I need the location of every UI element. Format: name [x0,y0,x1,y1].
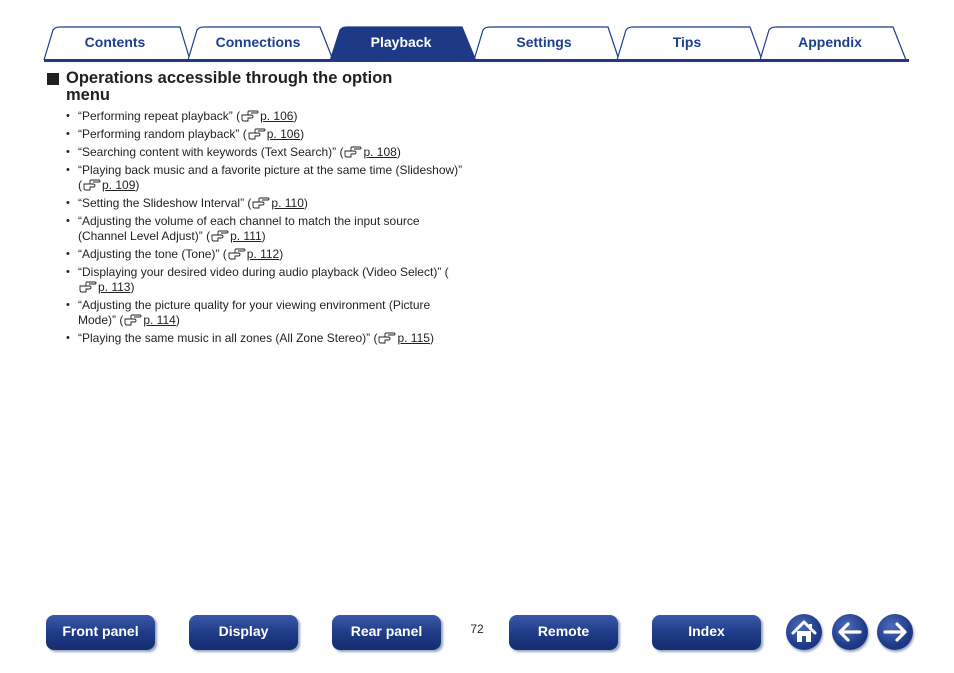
page-ref-link[interactable]: p. 115 [397,331,430,345]
item-text-end: ) [429,331,434,345]
tab-playback[interactable]: Playback [370,34,432,50]
list-item [66,247,466,262]
arrow-left-icon [832,614,868,650]
item-text-end: ) [303,196,308,210]
item-text: “Searching content with keywords (Text Search)” ( [78,145,344,159]
pointing-hand-icon [211,230,229,242]
pointing-hand-icon [248,128,266,140]
pointing-hand-icon [252,197,270,209]
item-text-end: ) [279,247,284,261]
pointing-hand-icon [378,332,396,344]
tab-settings[interactable]: Settings [516,34,572,50]
item-text-end: ) [130,280,135,294]
bullet: • [66,215,70,227]
list-item [66,265,466,295]
tab-tips[interactable]: Tips [672,34,702,50]
page-ref-link[interactable]: p. 106 [260,109,294,123]
item-text: “Adjusting the tone (Tone)” ( [78,247,227,261]
list-item [66,145,466,160]
page-ref-link[interactable]: p. 114 [143,313,176,327]
page-ref-link[interactable]: p. 108 [363,145,397,159]
page-ref-link[interactable]: p. 109 [102,178,136,192]
item-text-end: ) [261,229,266,243]
list-item [66,127,466,142]
list-item [66,196,466,211]
bullet: • [66,164,70,176]
remote-button[interactable]: Remote [509,615,618,650]
item-text: “Displaying your desired video during audio playback (Video Select)” ( [78,265,449,279]
bullet: • [66,266,70,278]
heading-line-1: Operations accessible through the option [66,69,393,87]
bullet: • [66,332,70,344]
item-text: “Playing back music and a favorite picture at the same time (Slideshow)” ( [78,163,463,192]
display-button[interactable]: Display [189,615,298,650]
operations-list [66,109,466,349]
list-item [66,214,466,244]
pointing-hand-icon [124,314,142,326]
item-text-end: ) [293,109,298,123]
bullet: • [66,128,70,140]
bullet: • [66,248,70,260]
item-text-end: ) [175,313,180,327]
heading-square-icon [47,73,59,85]
heading-line-2: menu [66,86,111,104]
home-button[interactable] [786,614,822,650]
pointing-hand-icon [83,179,101,191]
bullet: • [66,299,70,311]
item-text: “Setting the Slideshow Interval” ( [78,196,252,210]
tab-appendix[interactable]: Appendix [798,34,862,50]
pointing-hand-icon [79,281,97,293]
index-button[interactable]: Index [652,615,761,650]
tab-bar [0,0,954,64]
list-item [66,331,466,346]
item-text-end: ) [300,127,305,141]
page-ref-link[interactable]: p. 106 [266,127,301,141]
tab-connections[interactable]: Connections [215,34,301,50]
page-ref-link[interactable]: p. 112 [246,247,280,261]
list-item [66,163,466,193]
arrow-right-icon [877,614,913,650]
bullet: • [66,197,70,209]
rear-panel-button[interactable]: Rear panel [332,615,441,650]
front-panel-button[interactable]: Front panel [46,615,155,650]
page-ref-link[interactable]: p. 111 [230,229,262,243]
forward-button[interactable] [877,614,913,650]
item-text: “Performing repeat playback” ( [78,109,241,123]
list-item [66,298,466,328]
section-heading [47,70,467,104]
item-text-end: ) [135,178,140,192]
page-ref-link[interactable]: p. 113 [98,280,131,294]
item-text: “Adjusting the volume of each channel to match the input source (Channel Level Adjust)” ( [78,214,420,243]
bullet: • [66,146,70,158]
list-item [66,109,466,124]
tab-contents[interactable]: Contents [84,34,146,50]
pointing-hand-icon [241,110,259,122]
page-ref-link[interactable]: p. 110 [271,196,304,210]
pointing-hand-icon [344,146,362,158]
pointing-hand-icon [228,248,246,260]
tab-bar-outline [0,0,954,64]
page-number: 72 [470,622,484,636]
item-text: “Playing the same music in all zones (All Zone Stereo)” ( [78,331,378,345]
home-icon [786,614,822,650]
item-text-end: ) [396,145,401,159]
bullet: • [66,110,70,122]
item-text: “Adjusting the picture quality for your viewing environment (Picture Mode)” ( [78,298,431,327]
item-text: “Performing random playback” ( [78,127,247,141]
back-button[interactable] [832,614,868,650]
